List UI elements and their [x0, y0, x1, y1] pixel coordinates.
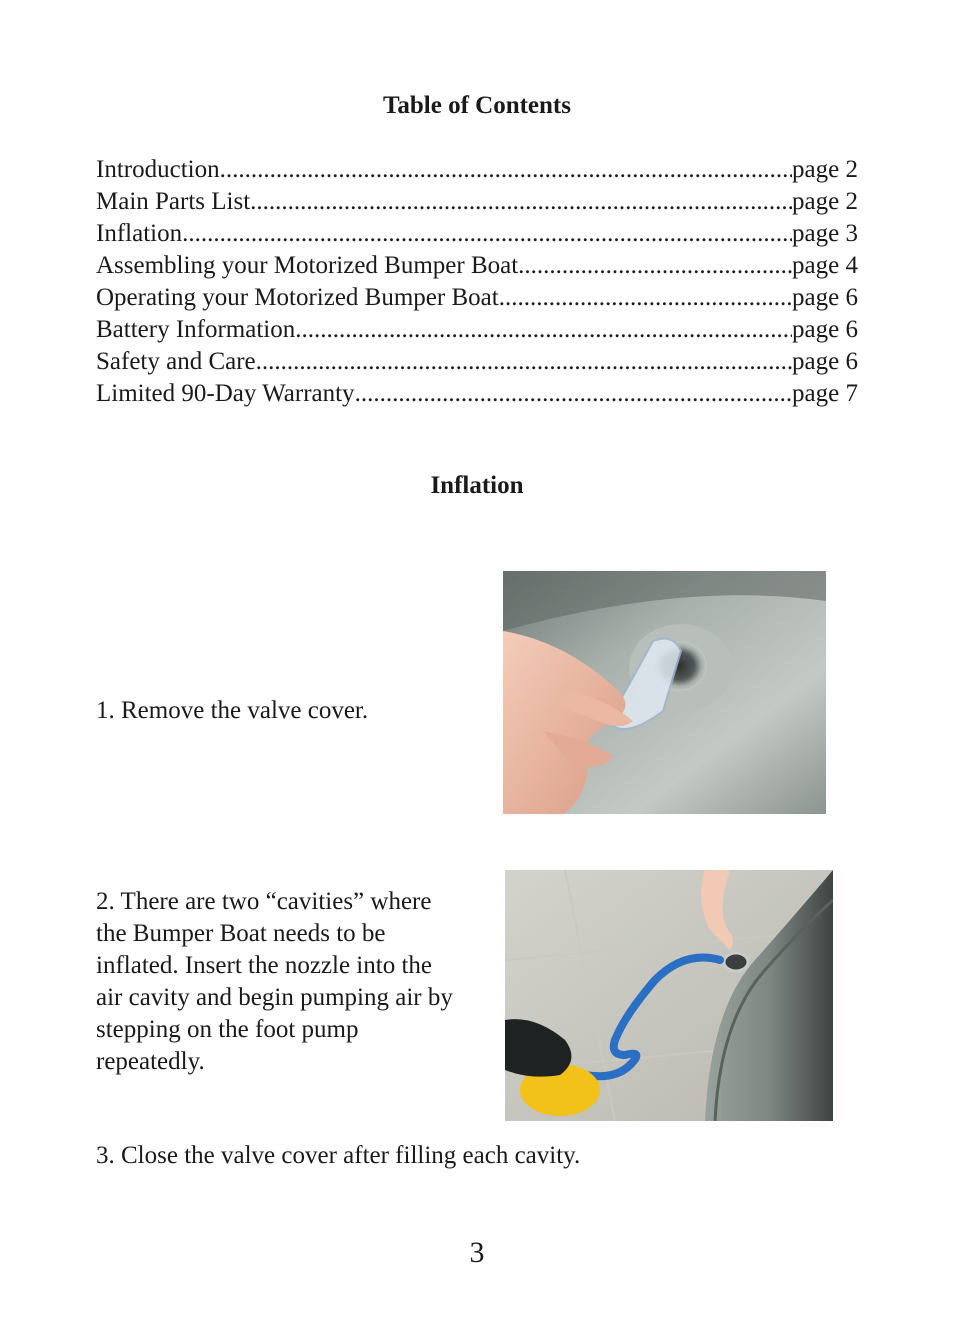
- toc-entry: [96, 154, 858, 186]
- toc-entry-page: page 3: [792, 220, 858, 247]
- toc-entry-page: page 6: [792, 316, 858, 343]
- toc-entry: [96, 282, 858, 314]
- toc-entry: [96, 346, 858, 378]
- toc-entry-page: page 4: [792, 252, 858, 279]
- toc-entry: [96, 378, 858, 410]
- toc-entry-page: page 6: [792, 284, 858, 311]
- toc-entry: [96, 186, 858, 218]
- toc-entry-label: Inflation: [96, 220, 183, 247]
- valve-cover-photo: [503, 571, 826, 814]
- toc-entry-page: page 2: [792, 156, 858, 183]
- step-2-text: 2. There are two “cavities” where the Bumper Boat needs to be inflated. Insert the nozzle into the air cavity and begin pumping air by stepping on the foot pump repeatedly.: [96, 888, 453, 1075]
- toc-dot-leader: [355, 378, 792, 410]
- toc-list: [96, 154, 858, 410]
- toc-entry-page: page 7: [792, 380, 858, 407]
- toc-dot-leader: [250, 186, 792, 218]
- toc-dot-leader: [295, 314, 792, 346]
- toc-entry-label: Main Parts List: [96, 188, 251, 215]
- toc-dot-leader: [499, 282, 792, 314]
- toc-entry-label: Introduction: [96, 156, 220, 183]
- foot-pump-photo: [505, 870, 833, 1121]
- toc-entry-label: Safety and Care: [96, 348, 256, 375]
- toc-entry-label: Operating your Motorized Bumper Boat: [96, 284, 499, 311]
- toc-entry-label: Limited 90-Day Warranty: [96, 380, 355, 407]
- toc-entry-page: page 6: [792, 348, 858, 375]
- toc-entry-label: Assembling your Motorized Bumper Boat: [96, 252, 519, 279]
- toc-dot-leader: [256, 346, 792, 378]
- toc-entry: [96, 218, 858, 250]
- toc-entry-page: page 2: [792, 188, 858, 215]
- step-3-text: 3. Close the valve cover after filling each cavity.: [96, 1142, 581, 1169]
- toc-dot-leader: [220, 154, 792, 186]
- toc-entry: [96, 314, 858, 346]
- valve: [724, 953, 748, 971]
- inflation-title: Inflation: [430, 472, 524, 499]
- step-1-text: 1. Remove the valve cover.: [96, 697, 369, 724]
- toc-entry-label: Battery Information: [96, 316, 296, 343]
- page-number: 3: [469, 1236, 485, 1269]
- toc-dot-leader: [182, 218, 792, 250]
- toc-entry: [96, 250, 858, 282]
- toc-title: Table of Contents: [383, 92, 571, 119]
- toc-dot-leader: [518, 250, 792, 282]
